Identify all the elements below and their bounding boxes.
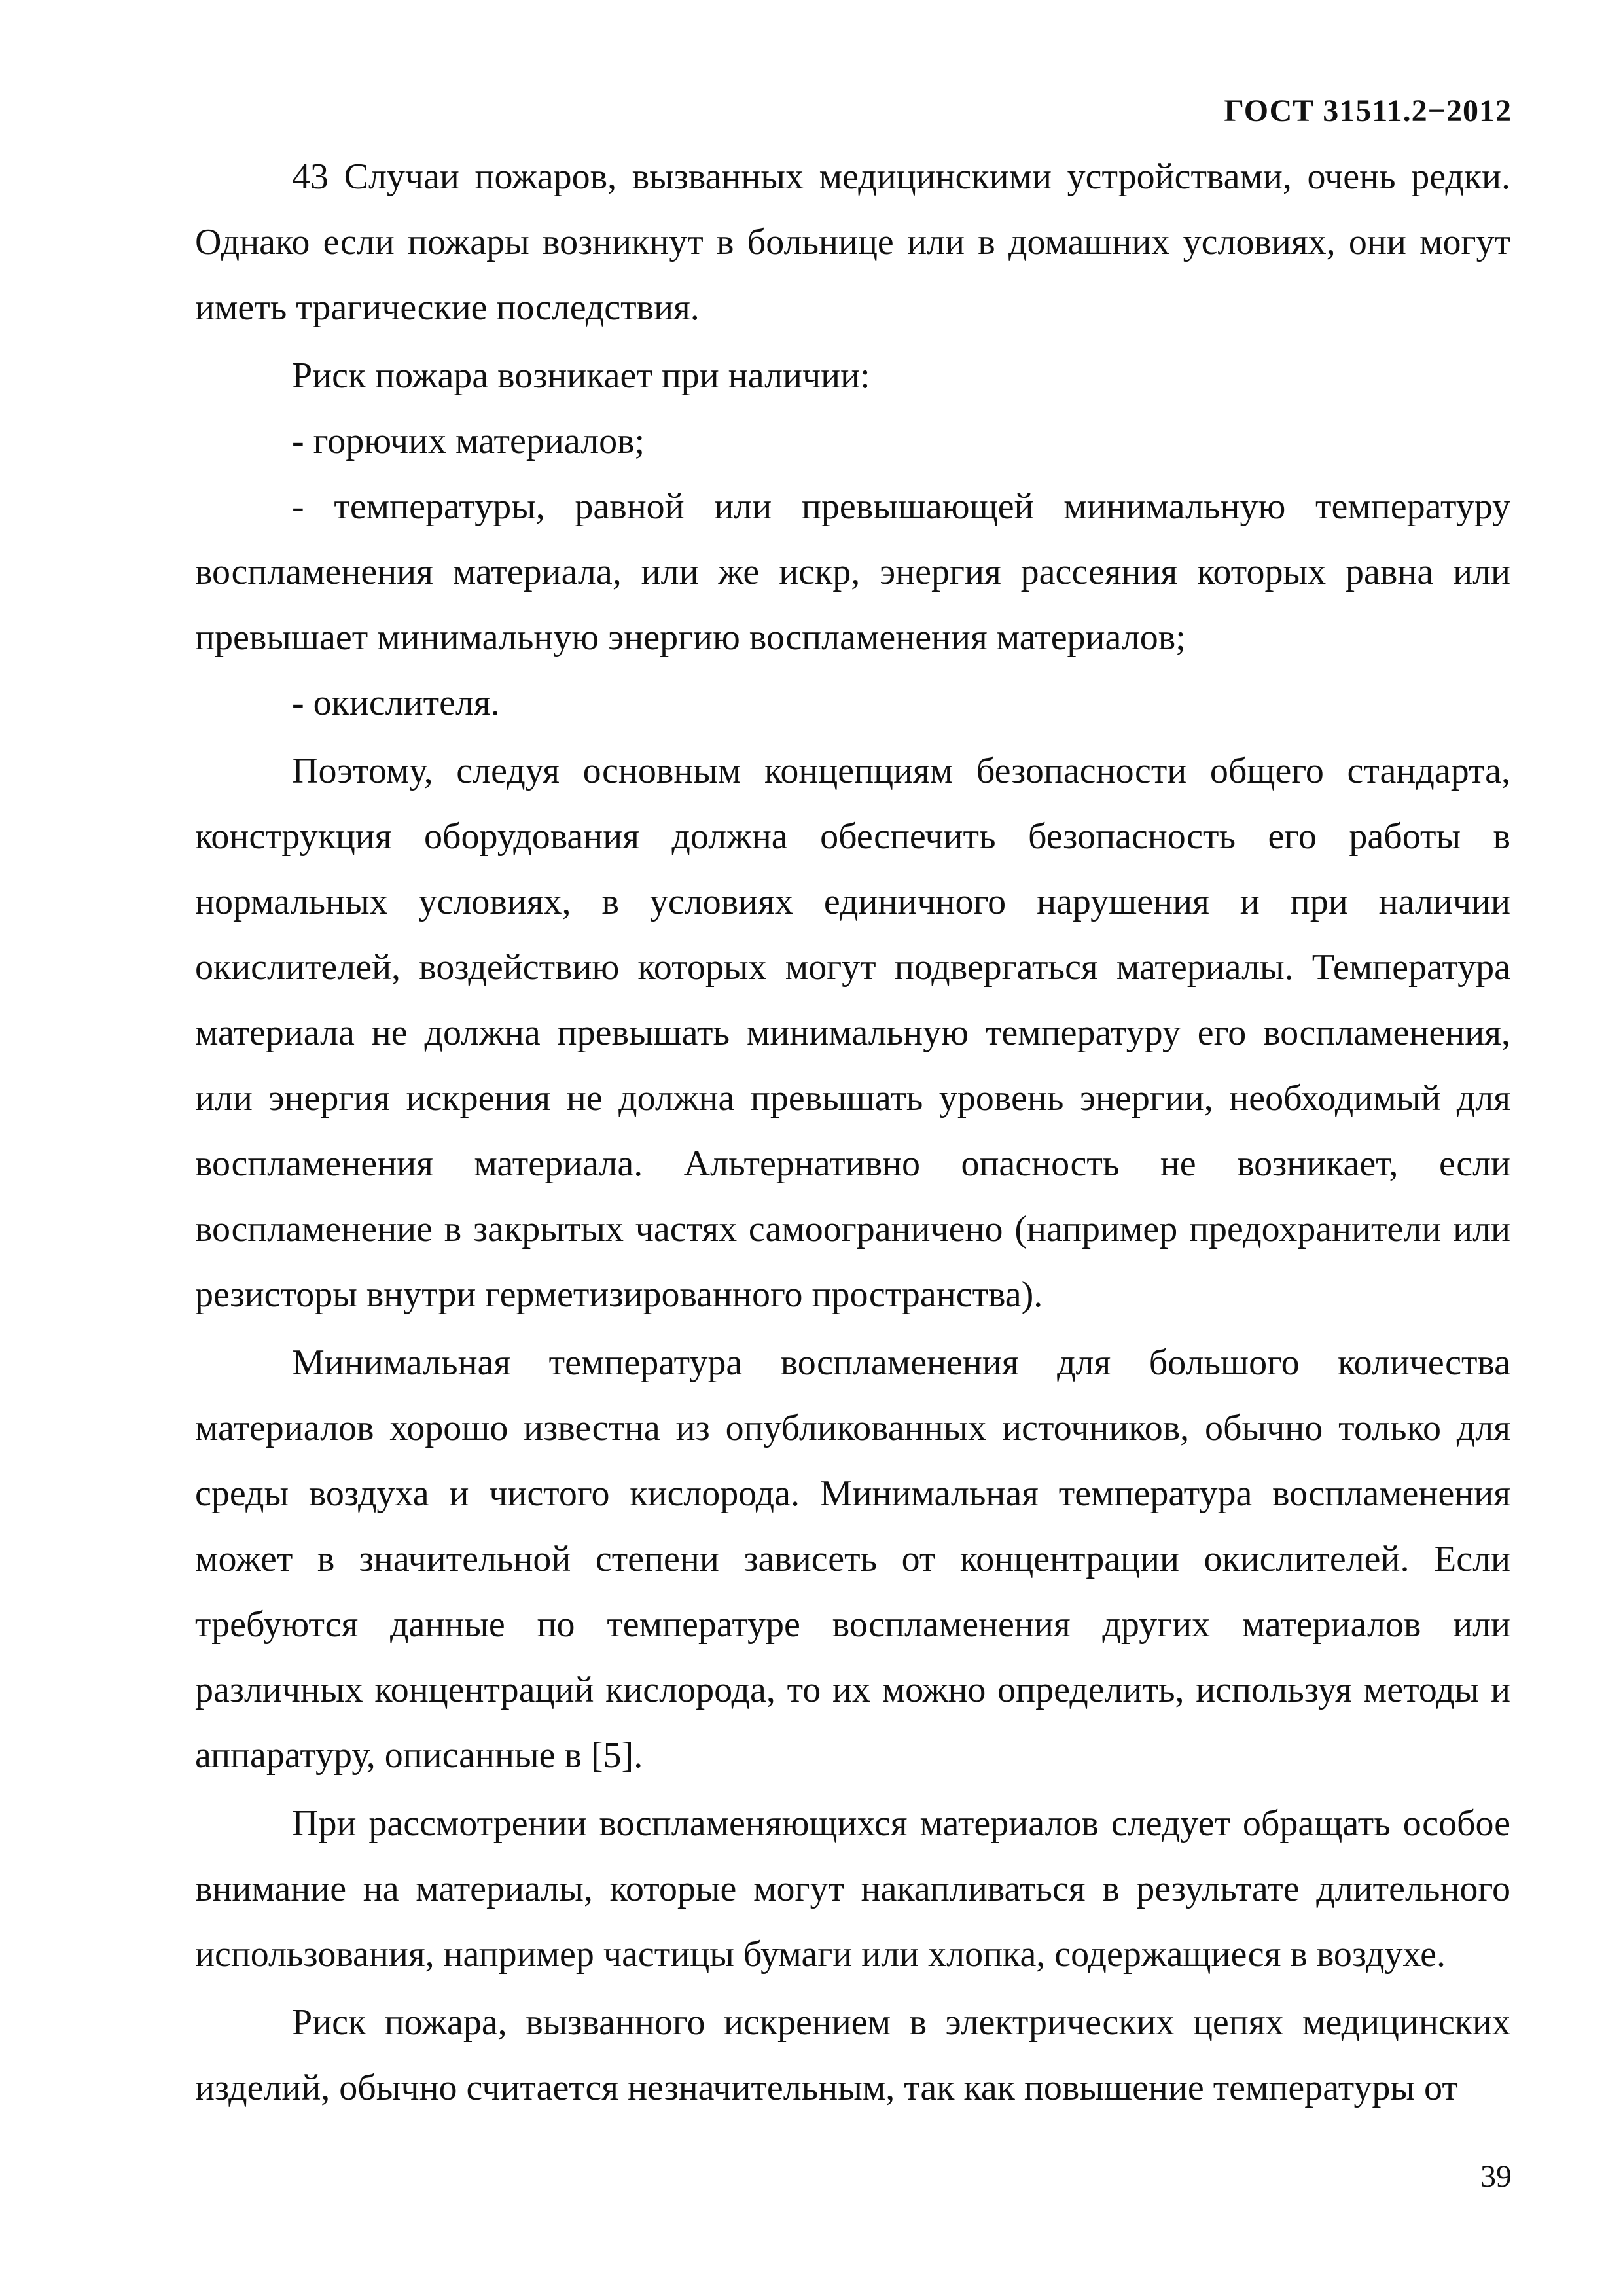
- paragraph-sparking-risk: Риск пожара, вызванного искрением в электрических цепях медицинских изделий, обычно считается незначительным, так как повышение температуры от: [195, 2002, 1510, 2108]
- standard-header: ГОСТ 31511.2−2012: [1224, 94, 1512, 128]
- page-number: 39: [1480, 2159, 1512, 2194]
- list-item-combustible-materials: - горючих материалов;: [292, 421, 645, 461]
- paragraph-flammable-materials: При рассмотрении воспламеняющихся материалов следует обращать особое внимание на материалы, которые могут накапливаться в результате длительного использования, например частицы бумаги или хлопка, содержащиеся в воздухе.: [195, 1803, 1510, 1975]
- paragraph-43-intro: 43 Случаи пожаров, вызванных медицинскими устройствами, очень редки. Однако если пожары возникнут в больнице или в домашних условиях, они могут иметь трагические последствия.: [195, 156, 1510, 328]
- paragraph-fire-risk-conditions: Риск пожара возникает при наличии:: [292, 355, 870, 396]
- body-text: [195, 144, 1510, 2121]
- list-item-oxidizer: - окислителя.: [292, 683, 500, 723]
- paragraph-safety-concepts: Поэтому, следуя основным концепциям безопасности общего стандарта, конструкция оборудования должна обеспечить безопасность его работы в нормальных условиях, в условиях единичного нарушения и при наличии окислителей, воздействию которых могут подвергаться материалы. Температура материала не должна превышать минимальную температуру его воспламенения, или энергия искрения не должна превышать уровень энергии, необходимый для воспламенения материала. Альтернативно опасность не возникает, если воспламенение в закрытых частях самоограничено (например предохранители или резисторы внутри герметизированного пространства).: [195, 751, 1510, 1315]
- list-item-ignition-temperature: - температуры, равной или превышающей минимальную температуру воспламенения материала, или же искр, энергия рассеяния которых равна или превышает минимальную энергию воспламенения материалов;: [195, 486, 1510, 658]
- paragraph-minimum-ignition-temperature: Минимальная температура воспламенения для большого количества материалов хорошо известна из опубликованных источников, обычно только для среды воздуха и чистого кислорода. Минимальная температура воспламенения может в значительной степени зависеть от концентрации окислителей. Если требуются данные по температуре воспламенения других материалов или различных концентраций кислорода, то их можно определить, используя методы и аппаратуру, описанные в [5].: [195, 1342, 1510, 1776]
